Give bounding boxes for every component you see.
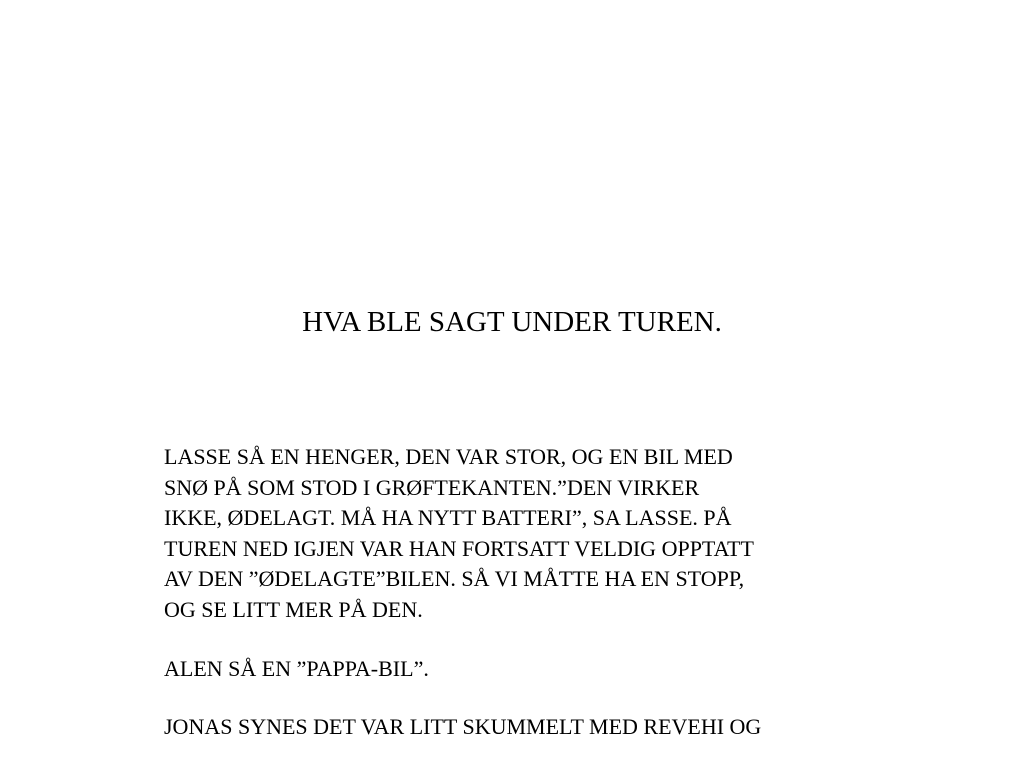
paragraph-alen — [164, 654, 884, 685]
slide-body — [164, 442, 884, 768]
paragraph-line: AV DEN ”ØDELAGTE”BILEN. SÅ VI MÅTTE HA EN STOPP, — [164, 566, 745, 592]
paragraph-line: SNØ PÅ SOM STOD I GRØFTEKANTEN.”DEN VIRKER — [164, 474, 700, 500]
paragraph-line: IKKE, ØDELAGT. MÅ HA NYTT BATTERI”, SA LASSE. PÅ — [164, 505, 732, 531]
slide-title: HVA BLE SAGT UNDER TUREN. — [302, 306, 722, 338]
paragraph-line: JONAS SYNES DET VAR LITT SKUMMELT MED REVEHI OG — [164, 714, 762, 740]
paragraph-line: LASSE SÅ EN HENGER, DEN VAR STOR, OG EN BIL MED — [164, 444, 733, 469]
paragraph-jonas — [164, 712, 884, 743]
paragraph-line: ALEN SÅ EN ”PAPPA-BIL”. — [164, 655, 429, 681]
paragraph-line: OG SE LITT MER PÅ DEN. — [164, 596, 423, 622]
paragraph-lasse — [164, 442, 884, 626]
paragraph-line: TUREN NED IGJEN VAR HAN FORTSATT VELDIG OPPTATT — [164, 535, 754, 561]
